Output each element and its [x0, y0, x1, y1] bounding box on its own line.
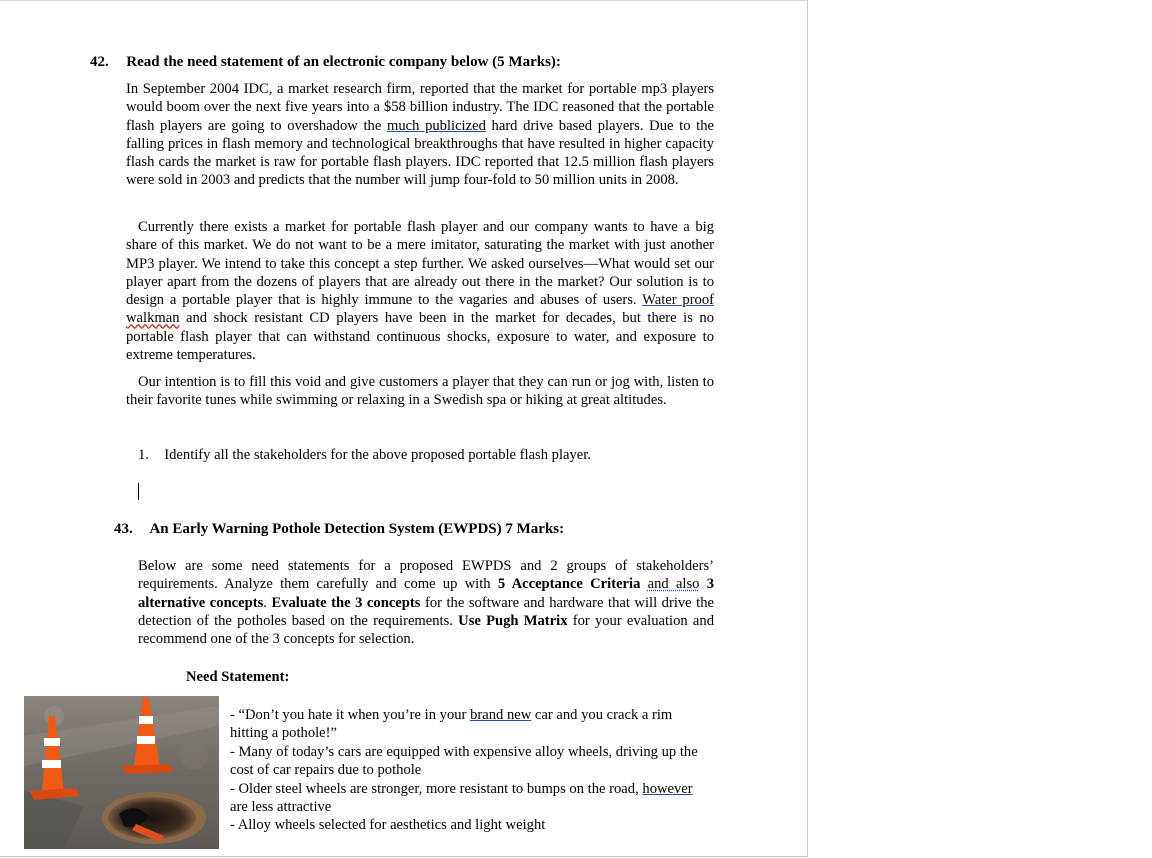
- paragraph-text: Below are some need statements for a proposed EWPDS and 2 groups of stakeholders’ requirements. Analyze them carefully and come up with: [138, 558, 714, 593]
- question-title: An Early Warning Pothole Detection System (EWPDS) 7 Marks:: [149, 521, 565, 537]
- list-number: 1.: [138, 447, 149, 463]
- grammar-flag-text[interactable]: and also: [647, 576, 700, 593]
- list-item-stakeholders: [138, 447, 591, 464]
- paragraph-text: In September 2004 IDC, a market research firm, reported that the market for portable mp3 players would boom over the next five years into a $58 billion industry. The IDC reasoned that the portable flash players are going to overshadow the: [126, 81, 714, 134]
- paragraph-text: for your evaluation and recommend one of the 3 concepts for selection.: [138, 612, 714, 648]
- list-item: [230, 706, 710, 743]
- paragraph-text: for the software and hardware that will drive the detection of the potholes based on the requirements.: [138, 594, 714, 629]
- grammar-flag-text[interactable]: brand new: [470, 707, 532, 723]
- pothole-traffic-cones-photo-icon: [24, 696, 219, 849]
- bold-text: 5 Acceptance Criteria: [497, 576, 641, 593]
- need-statement-heading: Need Statement:: [186, 669, 290, 685]
- question-42-heading: [90, 54, 561, 71]
- list-text: Identify all the stakeholders for the above proposed portable flash player.: [164, 447, 591, 463]
- paragraph-text: and shock resistant CD players have been in the market for decades, but there is no portable flash player that can withstand continuous shocks, exposure to water, and exposure to extreme temperatures.: [126, 310, 714, 364]
- paragraph-intention: Our intention is to fill this void and give customers a player that they can run or jog with, listen to their favorite tunes while swimming or relaxing in a Swedish spa or hiking at great altitudes.: [126, 374, 714, 409]
- question-number: 43.: [114, 521, 133, 537]
- paragraph-idc-report: [126, 80, 714, 190]
- paragraph-company-intent: [126, 218, 714, 364]
- grammar-flag-text[interactable]: however: [642, 780, 693, 797]
- space: [699, 576, 706, 592]
- text-cursor[interactable]: [138, 483, 139, 500]
- question-number: 42.: [90, 54, 109, 70]
- bold-text: Use Pugh Matrix: [458, 612, 568, 629]
- need-statement-bullets: [230, 706, 710, 835]
- grammar-flag-text[interactable]: much publicized: [386, 117, 486, 134]
- pothole-photo: [24, 696, 219, 849]
- paragraph-text: Currently there exists a market for portable flash player and our company wants to have a big share of this market. We do not want to be a mere imitator, saturating the market with just another MP3 player. We intend to take this concept a step further. We asked ourselves—What would set our player apart from the dozens of players that are already out there in the market? Our solution is to design a portable player that is highly immune to the vagaries and abuses of users.: [126, 219, 714, 309]
- list-item: [230, 780, 710, 817]
- paragraph-text: .: [263, 594, 272, 611]
- question-title: Read the need statement of an electronic company below (5 Marks):: [126, 54, 561, 70]
- paragraph-ewpds-instructions: [138, 557, 714, 648]
- bullet-text: are less attractive: [230, 799, 332, 816]
- bullet-text: - Older steel wheels are stronger, more resistant to bumps on the road,: [230, 780, 643, 797]
- bold-text: 3 alternative concepts: [138, 576, 714, 611]
- paragraph-text: hard drive based players. Due to the falling prices in flash memory and technological breakthroughs that have resulted in higher capacity flash cards the market is raw for portable flash players. IDC reported that 12.5 million flash players were sold in 2003 and predicts that the number will jump four-fold to 50 million units in 2008.: [126, 117, 715, 189]
- bullet-text: - “Don’t you hate it when you’re in your: [230, 707, 471, 723]
- list-item: - Many of today’s cars are equipped with expensive alloy wheels, driving up the cost of car repairs due to pothole: [230, 743, 698, 779]
- space: [640, 576, 647, 592]
- bold-text: Evaluate the 3 concepts: [271, 594, 421, 611]
- grammar-flag-text[interactable]: Water proof: [642, 292, 715, 309]
- list-item: - Alloy wheels selected for aesthetics and light weight: [230, 817, 546, 834]
- bullet-text: car and you crack a rim hitting a pothole!”: [230, 707, 673, 742]
- question-43-heading: [114, 521, 564, 538]
- spelling-flag-text[interactable]: walkman: [126, 310, 180, 327]
